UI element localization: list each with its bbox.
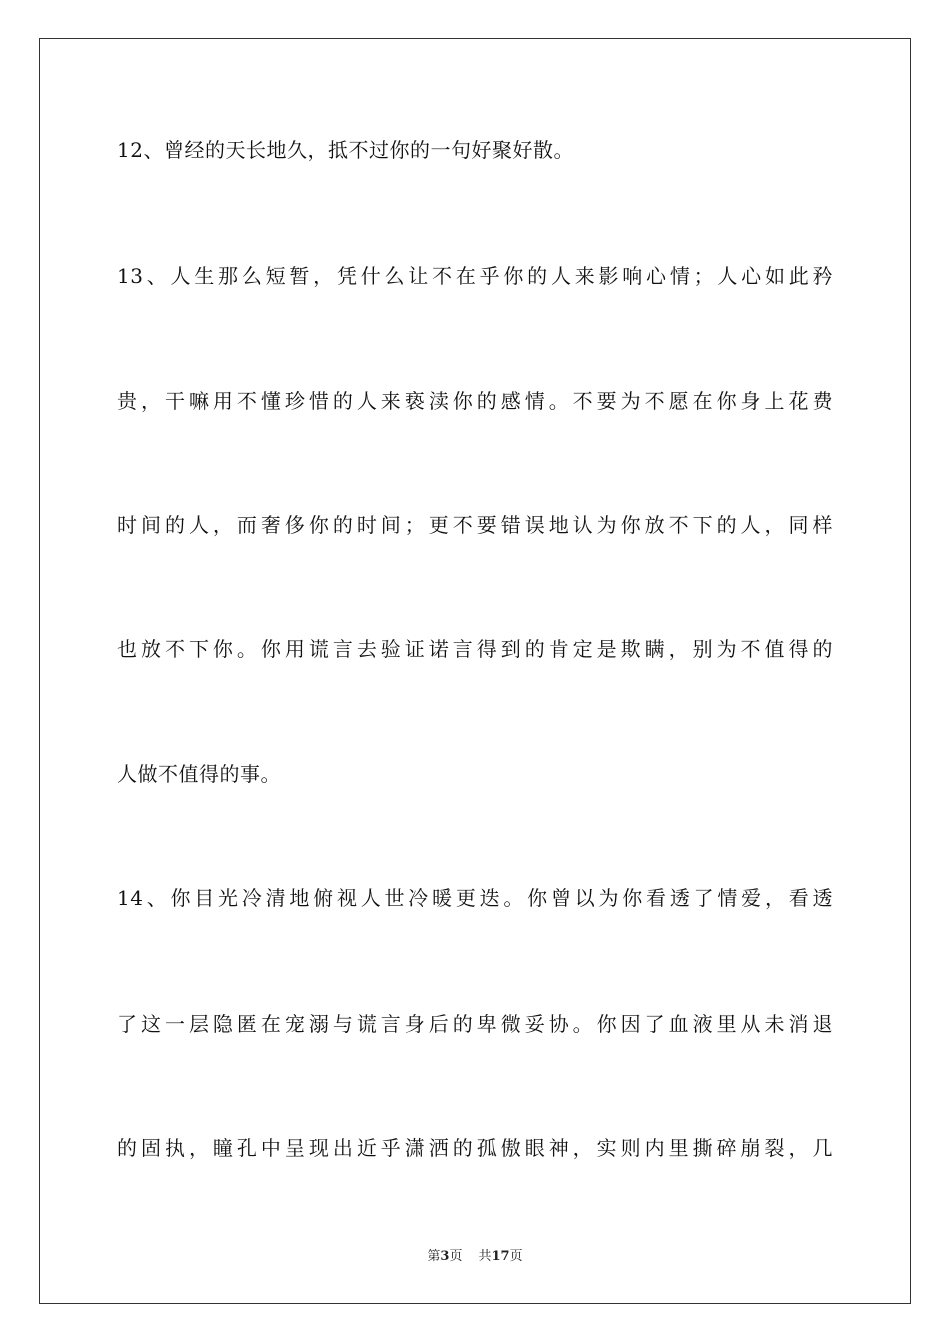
text-line-1: 12、曾经的天长地久，抵不过你的一句好聚好散。 <box>117 138 574 162</box>
footer-page-suffix: 页 <box>449 1249 463 1264</box>
footer-total-suffix: 页 <box>509 1249 523 1264</box>
page-footer <box>0 1248 950 1266</box>
text-line-2: 13、人生那么短暂，凭什么让不在乎你的人来影响心情；人心如此矜 <box>117 264 833 288</box>
footer-prefix: 第 <box>427 1249 441 1264</box>
text-line-4: 时间的人，而奢侈你的时间；更不要错误地认为你放不下的人，同样 <box>117 513 833 537</box>
text-line-9: 的固执，瞳孔中呈现出近乎潇洒的孤傲眼神，实则内里撕碎崩裂，几 <box>117 1136 833 1160</box>
text-line-3: 贵，干嘛用不懂珍惜的人来亵渎你的感情。不要为不愿在你身上花费 <box>117 389 833 413</box>
text-line-5: 也放不下你。你用谎言去验证诺言得到的肯定是欺瞒，别为不值得的 <box>117 637 833 661</box>
text-line-7: 14、你目光冷清地俯视人世冷暖更迭。你曾以为你看透了情爱，看透 <box>117 886 833 910</box>
text-line-6: 人做不值得的事。 <box>117 762 281 786</box>
footer-total-prefix: 共 <box>478 1249 492 1264</box>
page-border <box>39 38 911 1304</box>
current-page-number: 3 <box>440 1249 450 1264</box>
total-page-count: 17 <box>491 1249 510 1264</box>
text-line-8: 了这一层隐匿在宠溺与谎言身后的卑微妥协。你因了血液里从未消退 <box>117 1012 833 1036</box>
